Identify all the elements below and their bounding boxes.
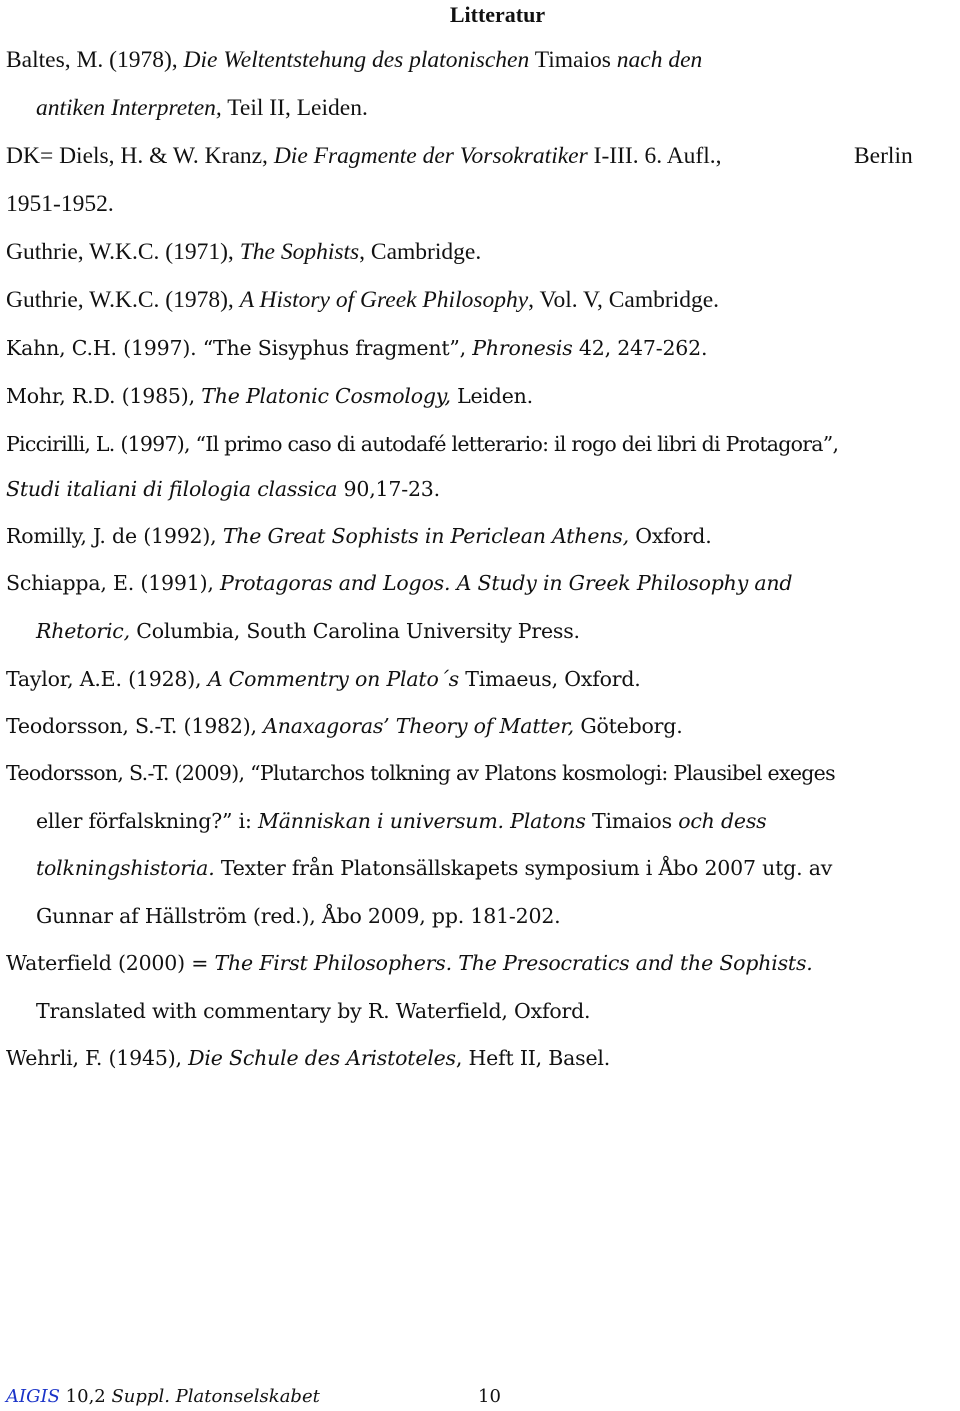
page-title: Litteratur bbox=[449, 2, 546, 27]
bib-entry-kahn bbox=[6, 333, 707, 363]
bib-entry-dk-place: Berlin bbox=[854, 143, 913, 169]
bib-entry-baltes bbox=[6, 45, 702, 75]
entry-text: I-III. 6. Aufl., bbox=[587, 143, 722, 169]
entry-title: Die Weltentstehung des platonischen bbox=[183, 47, 530, 73]
bib-entry-wehrli bbox=[6, 1043, 610, 1073]
entry-title: antiken Interpreten, bbox=[36, 95, 222, 121]
entry-text: , Vol. V, Cambridge. bbox=[528, 287, 720, 313]
entry-title: Protagoras and Logos. A Study in Greek Philosophy and bbox=[220, 571, 793, 595]
entry-text: Romilly, J. de (1992), bbox=[6, 524, 223, 548]
entry-title: A History of Greek Philosophy bbox=[239, 287, 529, 313]
entry-text: Texter från Platonsällskapets symposium i Åbo 2007 utg. av bbox=[214, 856, 833, 880]
entry-text: Baltes, M. (1978), bbox=[6, 47, 184, 73]
bib-entry-mohr bbox=[6, 381, 533, 411]
bib-entry-teodorsson-2009-cont1 bbox=[36, 806, 766, 836]
entry-text: Teodorsson, S.-T. (1982), bbox=[6, 714, 264, 738]
bib-entry-guthrie-1978 bbox=[6, 285, 719, 315]
entry-title: Studi italiani di filologia classica bbox=[6, 477, 338, 501]
bib-entry-dk-cont: 1951-1952. bbox=[6, 191, 114, 217]
entry-text: Wehrli, F. (1945), bbox=[6, 1046, 189, 1070]
entry-text: Timaios bbox=[585, 809, 679, 833]
entry-text: Columbia, South Carolina University Press. bbox=[129, 619, 580, 643]
entry-title: Anaxagoras’ Theory of Matter, bbox=[263, 714, 574, 738]
bib-entry-schiappa-cont bbox=[36, 616, 580, 646]
entry-text: Timaios bbox=[529, 47, 617, 73]
entry-title: Die Fragmente der Vorsokratiker bbox=[273, 143, 588, 169]
entry-text: Leiden. bbox=[450, 384, 533, 408]
entry-text: Oxford. bbox=[628, 524, 712, 548]
bib-entry-romilly bbox=[6, 521, 712, 551]
bib-entry-dk bbox=[6, 141, 722, 171]
bib-entry-guthrie-1971 bbox=[6, 237, 481, 267]
entry-text: eller förfalskning?” i: bbox=[36, 809, 258, 833]
entry-text: , Heft II, Basel. bbox=[455, 1046, 611, 1070]
journal-volume: 10,2 bbox=[59, 1386, 112, 1407]
bib-entry-teodorsson-1982 bbox=[6, 711, 683, 741]
bib-entry-piccirilli: Piccirilli, L. (1997), “Il primo caso di autodafé letterario: il rogo dei libri di Protagora”, bbox=[6, 432, 839, 456]
entry-text: Guthrie, W.K.C. (1978), bbox=[6, 287, 240, 313]
bib-entry-piccirilli-cont bbox=[6, 474, 440, 504]
entry-text: 42, 247-262. bbox=[572, 336, 708, 360]
entry-title: nach den bbox=[616, 47, 703, 73]
entry-title: The Great Sophists in Periclean Athens, bbox=[222, 524, 629, 548]
bib-entry-baltes-cont bbox=[36, 93, 368, 123]
page-number: 10 bbox=[478, 1386, 501, 1407]
bib-entry-taylor bbox=[6, 664, 641, 694]
entry-text: , Cambridge. bbox=[359, 239, 482, 265]
journal-supplement: Suppl. Platonselskabet bbox=[111, 1386, 320, 1407]
entry-text: Waterfield (2000) = bbox=[6, 951, 215, 975]
entry-title: tolkningshistoria. bbox=[36, 856, 215, 880]
entry-title: The Sophists bbox=[239, 239, 360, 265]
bib-entry-teodorsson-2009-cont2 bbox=[36, 853, 832, 883]
entry-text: Mohr, R.D. (1985), bbox=[6, 384, 202, 408]
entry-text: Göteborg. bbox=[574, 714, 683, 738]
bib-entry-waterfield-cont: Translated with commentary by R. Waterfield, Oxford. bbox=[36, 999, 591, 1023]
entry-text: Taylor, A.E. (1928), bbox=[6, 667, 208, 691]
bib-entry-teodorsson-2009: Teodorsson, S.-T. (2009), “Plutarchos tolkning av Platons kosmologi: Plausibel exeges bbox=[6, 761, 835, 785]
entry-title: Phronesis bbox=[472, 336, 573, 360]
entry-text: Timaeus, Oxford. bbox=[458, 667, 641, 691]
entry-title: Människan i universum. Platons bbox=[257, 809, 586, 833]
entry-text: Teil II, Leiden. bbox=[221, 95, 368, 121]
bib-entry-waterfield bbox=[6, 948, 813, 978]
entry-text: Kahn, C.H. (1997). “The Sisyphus fragment”, bbox=[6, 336, 473, 360]
entry-title: och dess bbox=[678, 809, 767, 833]
bib-entry-teodorsson-2009-cont3: Gunnar af Hällström (red.), Åbo 2009, pp. 181-202. bbox=[36, 904, 561, 928]
entry-title: The Platonic Cosmology, bbox=[201, 384, 451, 408]
entry-text: DK= Diels, H. & W. Kranz, bbox=[6, 143, 274, 169]
bib-entry-schiappa bbox=[6, 568, 792, 598]
entry-text: 90,17-23. bbox=[337, 477, 440, 501]
entry-title: Die Schule des Aristoteles bbox=[188, 1046, 456, 1070]
page-footer bbox=[6, 1383, 501, 1411]
entry-title: Rhetoric, bbox=[36, 619, 130, 643]
entry-text: Guthrie, W.K.C. (1971), bbox=[6, 239, 240, 265]
journal-name: AIGIS bbox=[6, 1386, 60, 1407]
entry-title: The First Philosophers. The Presocratics and the Sophists. bbox=[214, 951, 813, 975]
entry-title: A Commentry on Plato´s bbox=[207, 667, 459, 691]
entry-text: Schiappa, E. (1991), bbox=[6, 571, 221, 595]
